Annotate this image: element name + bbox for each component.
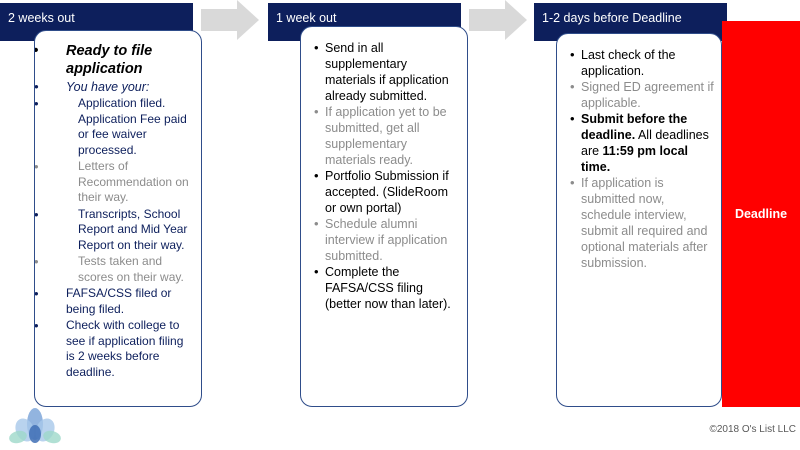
list-item: • Signed ED agreement if applicable. [581,79,715,111]
submit-before-deadline-text: Submit before the deadline. [581,112,688,142]
right-arrow-icon [201,0,259,44]
list-item: • Complete the FAFSA/CSS filing (better now than later). [325,264,461,312]
header-label: 2 weeks out [8,11,75,25]
list-item: • Check with college to see if application filing is 2 weeks before deadline. [45,318,195,380]
checklist [301,40,467,312]
list-item: • If application yet to be submitted, get all supplementary materials ready. [325,104,461,168]
list-item: • FAFSA/CSS filed or being filed. [45,286,195,317]
header-label: 1-2 days before Deadline [542,11,682,25]
list-item: • Transcripts, School Report and Mid Year Report on their way. [45,207,195,254]
right-arrow-icon [469,0,527,44]
list-item: • Schedule alumni interview if application submitted. [325,216,461,264]
all-deadlines-text: All deadlines are [581,128,709,158]
card-1-week-out [300,26,468,407]
list-item: • Tests taken and scores on their way. [45,254,195,285]
card-1-2-days-before-deadline [556,33,722,407]
deadline-block [722,21,800,407]
list-item: • Application filed. Application Fee paid or fee waiver processed. [45,96,195,158]
card-2-weeks-out [34,30,202,407]
list-item: • You have your: [45,79,195,95]
list-item: • Portfolio Submission if accepted. (SlideRoom or own portal) [325,168,461,216]
list-item: • If application is submitted now, schedule interview, submit all required and optional materials after submission. [581,175,715,271]
list-item: • Ready to file application [45,42,195,78]
lotus-logo-icon [8,406,62,446]
copyright-text: ©2018 O's List LLC [709,424,796,435]
list-item: • Send in all supplementary materials if application already submitted. [325,40,461,104]
checklist [45,42,195,380]
header-label: 1 week out [276,11,337,25]
list-item: • Last check of the application. [581,47,715,79]
checklist [557,47,721,271]
deadline-label: Deadline [734,207,788,221]
list-item [581,111,715,175]
deadline-time-text: 11:59 pm local time. [581,144,689,174]
list-item: • Letters of Recommendation on their way. [45,159,195,206]
